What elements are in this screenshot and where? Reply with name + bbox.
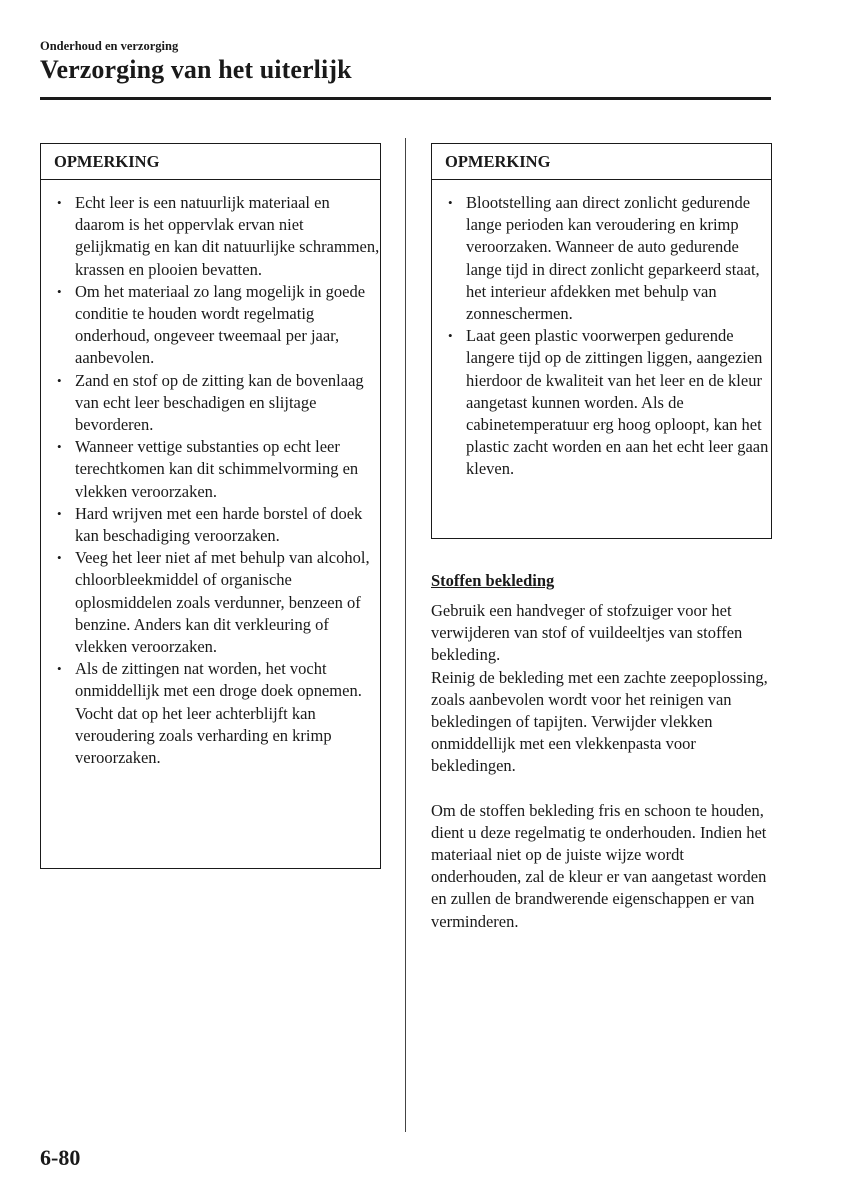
header-rule [40, 97, 771, 100]
note-heading: OPMERKING [432, 144, 771, 180]
section-label: Onderhoud en verzorging [40, 39, 179, 53]
note-box-leather [40, 143, 381, 869]
body-paragraph: Gebruik een handveger of stofzuiger voor het verwijderen van stof of vuildeeltjes van stoffen bekleding. [431, 601, 743, 665]
note-item: • Hard wrijven met een harde borstel of doek kan beschadiging veroorzaken. [55, 503, 380, 547]
note-heading: OPMERKING [41, 144, 380, 180]
note-item: • Als de zittingen nat worden, het vocht onmiddellijk met een droge doek opnemen. Vocht dat op het leer achterblijft kan veroudering zoals verharding en krimp veroorzaken. [55, 658, 380, 769]
body-paragraph: Om de stoffen bekleding fris en schoon te houden, dient u deze regelmatig te onderhouden. Indien het materiaal niet op de juiste wijze wordt onderhouden, zal de kleur er van aangetast worden en zullen de brandwerende eigenschappen er van verminderen. [431, 800, 767, 931]
note-item: • Blootstelling aan direct zonlicht gedurende lange perioden kan veroudering en krimp veroorzaken. Wanneer de auto gedurende lange tijd in direct zonlicht geparkeerd staat, het interieur afdekken met behulp van zonneschermen. [446, 192, 771, 325]
fabric-section [431, 571, 771, 933]
section-heading: Stoffen bekleding [431, 571, 555, 590]
page-number: 6-80 [40, 1145, 81, 1170]
column-divider [405, 138, 406, 1132]
note-item: • Wanneer vettige substanties op echt leer terechtkomen kan dit schimmelvorming en vlekken veroorzaken. [55, 436, 380, 503]
page-title: Verzorging van het uiterlijk [40, 55, 352, 84]
note-item: • Zand en stof op de zitting kan de bovenlaag van echt leer beschadigen en slijtage bevorderen. [55, 370, 380, 437]
note-item: • Echt leer is een natuurlijk materiaal en daarom is het oppervlak ervan niet gelijkmatig en kan dit natuurlijke schrammen, krassen en plooien bevatten. [55, 192, 380, 281]
body-paragraph: Reinig de bekleding met een zachte zeepoplossing, zoals aanbevolen wordt voor het reinigen van bekledingen of tapijten. Verwijder vlekken onmiddellijk met een vlekkenpasta voor bekledingen. [431, 667, 768, 776]
note-list [432, 180, 771, 481]
note-item: • Laat geen plastic voorwerpen gedurende langere tijd op de zittingen liggen, aangezien hierdoor de kwaliteit van het leer en de kleur aangetast kunnen worden. Als de cabinetemperatuur erg hoog oploopt, kan het plastic zacht worden en aan het echt leer gaan kleven. [446, 325, 771, 480]
note-list [41, 180, 380, 769]
note-box-sunlight [431, 143, 772, 539]
note-item: • Veeg het leer niet af met behulp van alcohol, chloorbleekmiddel of organische oplosmiddelen zoals verdunner, benzeen of benzine. Anders kan dit verkleuring of vlekken veroorzaken. [55, 547, 380, 658]
note-item: • Om het materiaal zo lang mogelijk in goede conditie te houden wordt regelmatig onderhoud, ongeveer tweemaal per jaar, aanbevolen. [55, 281, 380, 370]
